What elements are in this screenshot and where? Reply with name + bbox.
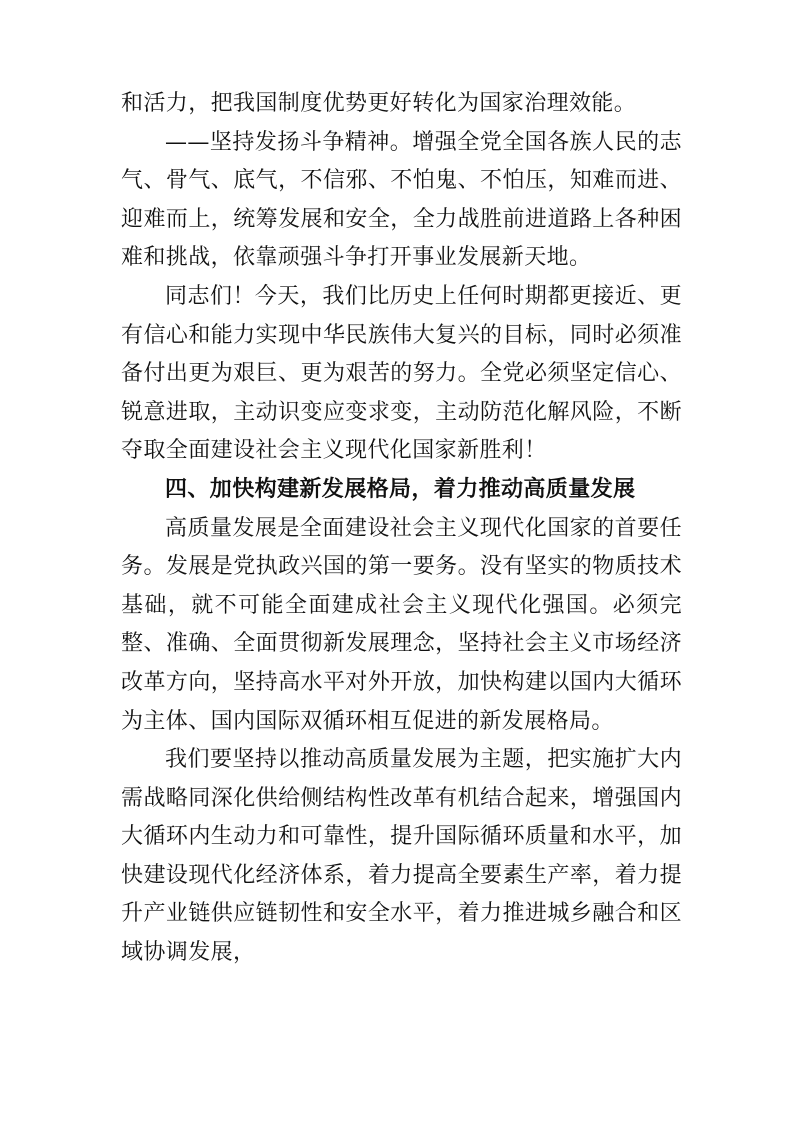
paragraph-struggle-spirit: ——坚持发扬斗争精神。增强全党全国各族人民的志气、骨气、底气，不信邪、不怕鬼、不怕压，知难而进、迎难而上，统筹发展和安全，全力战胜前进道路上各种困难和挑战，依靠顽强斗争打开事业发展新天地。 — [121, 129, 682, 271]
paragraph-high-quality-development: 高质量发展是全面建设社会主义现代化国家的首要任务。发展是党执政兴国的第一要务。没有坚实的物质技术基础，就不可能全面建成社会主义现代化强国。必须完整、准确、全面贯彻新发展理念，坚持社会主义市场经济改革方向，坚持高水平对外开放，加快构建以国内大循环为主体、国内国际双循环相互促进的新发展格局。 — [121, 515, 682, 734]
paragraph-promote-development: 我们要坚持以推动高质量发展为主题，把实施扩大内需战略同深化供给侧结构性改革有机结合起来，增强国内大循环内生动力和可靠性，提升国际循环质量和水平，加快建设现代化经济体系，着力提高全要素生产率，着力提升产业链供应链韧性和安全水平，着力推进城乡融合和区域协调发展， — [121, 747, 682, 966]
paragraph-continuation: 和活力，把我国制度优势更好转化为国家治理效能。 — [121, 91, 637, 116]
section-heading: 四、加快构建新发展格局，着力推动高质量发展 — [165, 476, 636, 502]
paragraph-comrades: 同志们！今天，我们比历史上任何时期都更接近、更有信心和能力实现中华民族伟大复兴的目标，同时必须准备付出更为艰巨、更为艰苦的努力。全党必须坚定信心、锐意进取，主动识变应变求变，主动防范化解风险，不断夺取全面建设社会主义现代化国家新胜利！ — [121, 283, 682, 464]
